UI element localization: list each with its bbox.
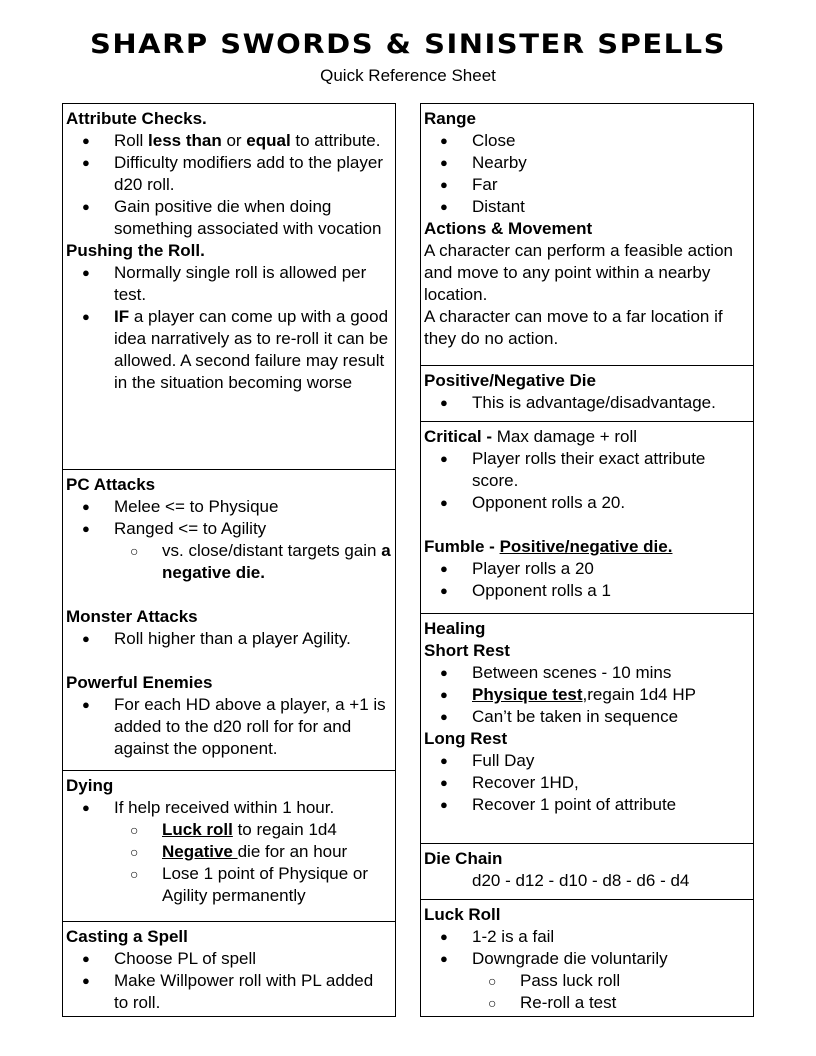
pushing-roll-heading: Pushing the Roll. [66,241,205,260]
list-item: ● Physique test,regain 1d4 HP [424,684,750,706]
list-item: ● Opponent rolls a 20. [424,492,750,514]
healing-heading: Healing [424,619,486,638]
list-item: ● Far [424,174,750,196]
list-item: ● Choose PL of spell [66,948,392,970]
casting-spell-heading: Casting a Spell [66,927,188,946]
long-rest-heading: Long Rest [424,729,508,748]
list-item: ○ Negative die for an hour [66,841,392,863]
powerful-enemies-heading: Powerful Enemies [66,673,213,692]
positive-negative-die-heading: Positive/Negative Die [424,371,596,390]
list-item: ● Player rolls a 20 [424,558,750,580]
luck-roll-link[interactable]: Luck roll [162,820,233,839]
list-item: ● Close [424,130,750,152]
positive-negative-die-section [421,366,753,422]
list-item: ● Full Day [424,750,750,772]
monster-attacks-heading: Monster Attacks [66,607,198,626]
list-item: ● Normally single roll is allowed per test. [66,262,392,306]
list-item: ● Opponent rolls a 1 [424,580,750,602]
list-item: ● Distant [424,196,750,218]
list-item: ● Player rolls their exact attribute score. [424,448,750,492]
luck-roll-section [421,900,753,1017]
pc-attacks-heading: PC Attacks [66,475,156,494]
list-item: ○ Re-roll a test [424,992,750,1014]
negative-die-link[interactable]: Negative [162,842,238,861]
die-chain-heading: Die Chain [424,849,503,868]
list-item: ○ Pass luck roll [424,970,750,992]
luck-roll-heading: Luck Roll [424,905,501,924]
list-item: ● 1-2 is a fail [424,926,750,948]
casting-spell-section [63,922,395,1017]
actions-movement-heading: Actions & Movement [424,219,593,238]
list-item: ○ Luck roll to regain 1d4 [66,819,392,841]
movement-text: A character can move to a far location if they do no action. [424,307,723,348]
list-item: ● Ranged <= to Agility [66,518,392,540]
left-column [62,103,396,1017]
pc-attacks-section [63,470,395,771]
die-chain-text: d20 - d12 - d10 - d8 - d6 - d4 [472,871,690,890]
die-chain-section [421,844,753,900]
list-item: ● Can’t be taken in sequence [424,706,750,728]
dying-section [63,771,395,922]
list-item: ○ Lose 1 point of Physique or Agility permanently [66,863,392,907]
list-item: ● Downgrade die voluntarily [424,948,750,970]
list-item: ● Nearby [424,152,750,174]
critical-heading: Critical - Max damage + roll [424,427,638,446]
list-item: ● Recover 1 point of attribute [424,794,750,816]
list-item: ● Melee <= to Physique [66,496,392,518]
dying-heading: Dying [66,776,114,795]
critical-section [421,422,753,614]
list-item: ● If help received within 1 hour. [66,797,392,819]
page-subtitle: Quick Reference Sheet [320,66,496,85]
list-item: ● Difficulty modifiers add to the player d20 roll. [66,152,392,196]
list-item: ○ vs. close/distant targets gain a negative die. [66,540,392,584]
right-column [420,103,754,1017]
healing-section [421,614,753,844]
attribute-checks-section [63,104,395,470]
physique-test-link[interactable]: Physique test [472,685,583,704]
range-heading: Range [424,109,476,128]
attribute-checks-heading: Attribute Checks. [66,109,207,128]
list-item: ● IF a player can come up with a good idea narratively as to re-roll it can be allowed. A second failure may result in the situation becoming worse [66,306,392,394]
list-item: ● For each HD above a player, a +1 is added to the d20 roll for for and against the opponent. [66,694,392,760]
list-item: ● This is advantage/disadvantage. [424,392,750,414]
range-section [421,104,753,366]
short-rest-heading: Short Rest [424,641,510,660]
list-item: ● Recover 1HD, [424,772,750,794]
positive-negative-die-link[interactable]: Positive/negative die. [499,537,673,556]
list-item: ● Roll higher than a player Agility. [66,628,392,650]
actions-text: A character can perform a feasible action and move to any point within a nearby location. [424,241,733,304]
list-item: ● Gain positive die when doing something associated with vocation [66,196,392,240]
list-item: ● Make Willpower roll with PL added to roll. [66,970,392,1014]
page-title: SHARP SWORDS & SINISTER SPELLS [89,28,727,60]
fumble-heading: Fumble - Positive/negative die. [424,537,673,556]
list-item: ● Roll less than or equal to attribute. [66,130,392,152]
list-item: ● Between scenes - 10 mins [424,662,750,684]
